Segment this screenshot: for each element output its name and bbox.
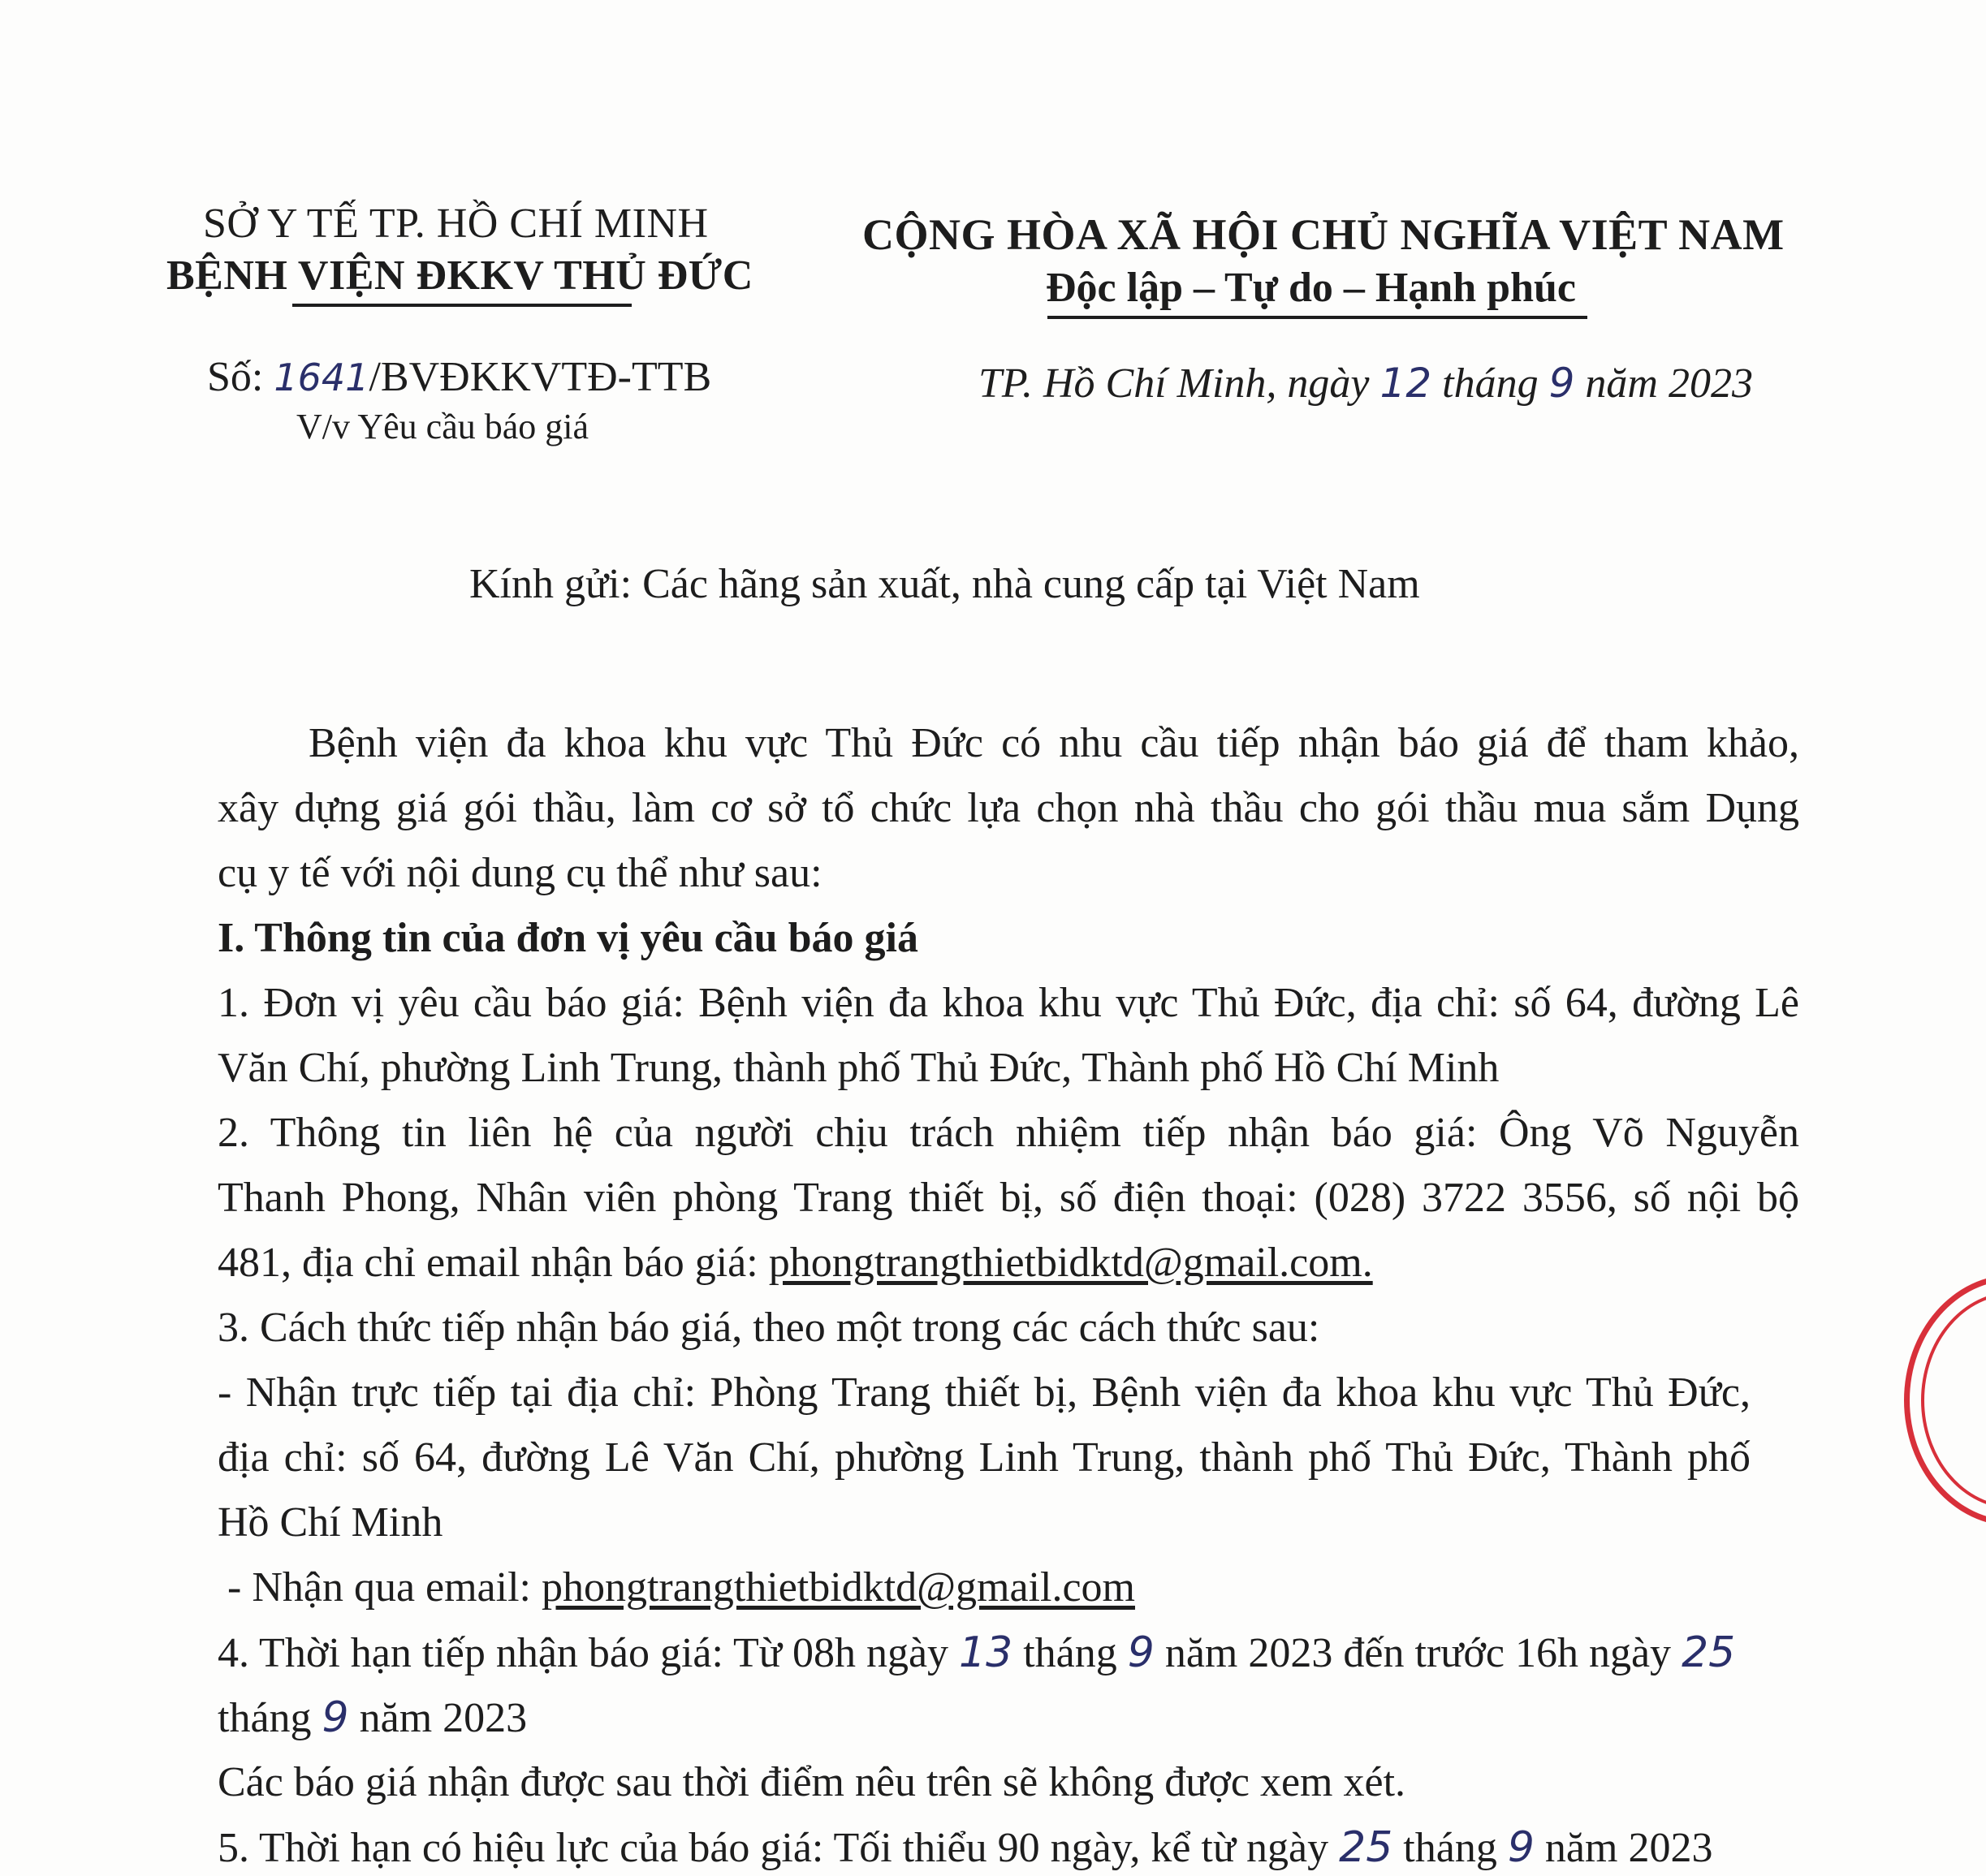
body-line: Các báo giá nhận được sau thời điểm nêu trên sẽ không được xem xét. bbox=[218, 1759, 1406, 1805]
doc-number-suffix: /BVĐKKVTĐ-TTB bbox=[369, 354, 712, 400]
contact-email-link[interactable]: phongtrangthietbidktd@gmail.com. bbox=[768, 1240, 1373, 1286]
month-to-handwritten: 9 bbox=[322, 1693, 349, 1742]
validity-day-handwritten: 25 bbox=[1339, 1823, 1393, 1872]
body-line bbox=[218, 1628, 1735, 1677]
day-from-handwritten: 13 bbox=[959, 1628, 1013, 1677]
body-line: Bệnh viện đa khoa khu vực Thủ Đức có nhu cầu tiếp nhận báo giá để tham khảo, bbox=[309, 720, 1799, 766]
item4-text: năm 2023 bbox=[348, 1695, 528, 1741]
place-date-prefix: TP. Hồ Chí Minh, ngày bbox=[978, 360, 1380, 407]
validity-month-handwritten: 9 bbox=[1507, 1823, 1535, 1872]
year-label: năm 2023 bbox=[1574, 360, 1753, 407]
document-subject: V/v Yêu cầu báo giá bbox=[296, 407, 589, 446]
body-line: Văn Chí, phường Linh Trung, thành phố Thủ Đức, Thành phố Hồ Chí Minh bbox=[218, 1045, 1500, 1091]
body-line: 2. Thông tin liên hệ của người chịu trách nhiệm tiếp nhận báo giá: Ông Võ Nguyễn bbox=[218, 1110, 1799, 1156]
item4-text: năm 2023 đến trước 16h ngày bbox=[1154, 1630, 1682, 1676]
body-line: địa chỉ: số 64, đường Lê Văn Chí, phường Linh Trung, thành phố Thủ Đức, Thành phố bbox=[218, 1434, 1751, 1481]
document-number bbox=[207, 353, 711, 401]
section-title: I. Thông tin của đơn vị yêu cầu báo giá bbox=[218, 915, 918, 961]
body-line: xây dựng giá gói thầu, làm cơ sở tổ chức lựa chọn nhà thầu cho gói thầu mua sắm Dụng bbox=[218, 785, 1799, 831]
recipient-line: Kính gửi: Các hãng sản xuất, nhà cung cấp tại Việt Nam bbox=[469, 561, 1420, 607]
nation-title: CỘNG HÒA XÃ HỘI CHỦ NGHĨA VIỆT NAM bbox=[862, 210, 1785, 259]
item5-text: năm 2023 bbox=[1534, 1825, 1713, 1871]
item5-text: tháng bbox=[1392, 1825, 1508, 1871]
body-line: - Nhận trực tiếp tại địa chỉ: Phòng Trang thiết bị, Bệnh viện đa khoa khu vực Thủ Đức, bbox=[218, 1369, 1751, 1416]
place-date bbox=[978, 360, 1753, 408]
body-line: Hồ Chí Minh bbox=[218, 1499, 443, 1546]
body-line bbox=[218, 1239, 1373, 1287]
org-name: BỆNH VIỆN ĐKKV THỦ ĐỨC bbox=[166, 252, 753, 299]
item4-text: tháng bbox=[218, 1695, 322, 1741]
seal-inner-ring bbox=[1921, 1292, 1986, 1509]
month-from-handwritten: 9 bbox=[1127, 1628, 1155, 1677]
body-line: 1. Đơn vị yêu cầu báo giá: Bệnh viện đa khoa khu vực Thủ Đức, địa chỉ: số 64, đường Lê bbox=[218, 980, 1799, 1026]
national-motto: Độc lập – Tự do – Hạnh phúc bbox=[1046, 265, 1576, 311]
red-seal-stamp bbox=[1904, 1274, 1986, 1526]
email-label: 481, địa chỉ email nhận báo giá: bbox=[218, 1240, 769, 1286]
doc-number-handwritten: 1641 bbox=[274, 356, 369, 399]
day-to-handwritten: 25 bbox=[1682, 1628, 1736, 1677]
motto-underline bbox=[1047, 316, 1587, 319]
item4-text: 4. Thời hạn tiếp nhận báo giá: Từ 08h ngày bbox=[218, 1630, 960, 1676]
body-line: 3. Cách thức tiếp nhận báo giá, theo một trong các cách thức sau: bbox=[218, 1305, 1320, 1351]
month-label: tháng bbox=[1431, 360, 1549, 407]
body-line: Thanh Phong, Nhân viên phòng Trang thiết bị, số điện thoại: (028) 3722 3556, số nội bộ bbox=[218, 1175, 1799, 1221]
doc-number-prefix: Số: bbox=[207, 354, 274, 400]
org-underline bbox=[292, 304, 632, 307]
date-day-handwritten: 12 bbox=[1379, 360, 1432, 407]
body-line: cụ y tế với nội dung cụ thể như sau: bbox=[218, 850, 822, 896]
org-parent-name: SỞ Y TẾ TP. HỒ CHÍ MINH bbox=[203, 201, 709, 247]
body-line bbox=[218, 1823, 1712, 1872]
item5-text: 5. Thời hạn có hiệu lực của báo giá: Tối thiểu 90 ngày, kể từ ngày bbox=[218, 1825, 1340, 1871]
item4-text: tháng bbox=[1012, 1630, 1128, 1676]
body-line bbox=[227, 1563, 1135, 1611]
body-line bbox=[218, 1693, 527, 1742]
date-month-handwritten: 9 bbox=[1548, 360, 1575, 407]
email-label: - Nhận qua email: bbox=[227, 1564, 542, 1611]
submission-email-link[interactable]: phongtrangthietbidktd@gmail.com bbox=[541, 1564, 1135, 1611]
